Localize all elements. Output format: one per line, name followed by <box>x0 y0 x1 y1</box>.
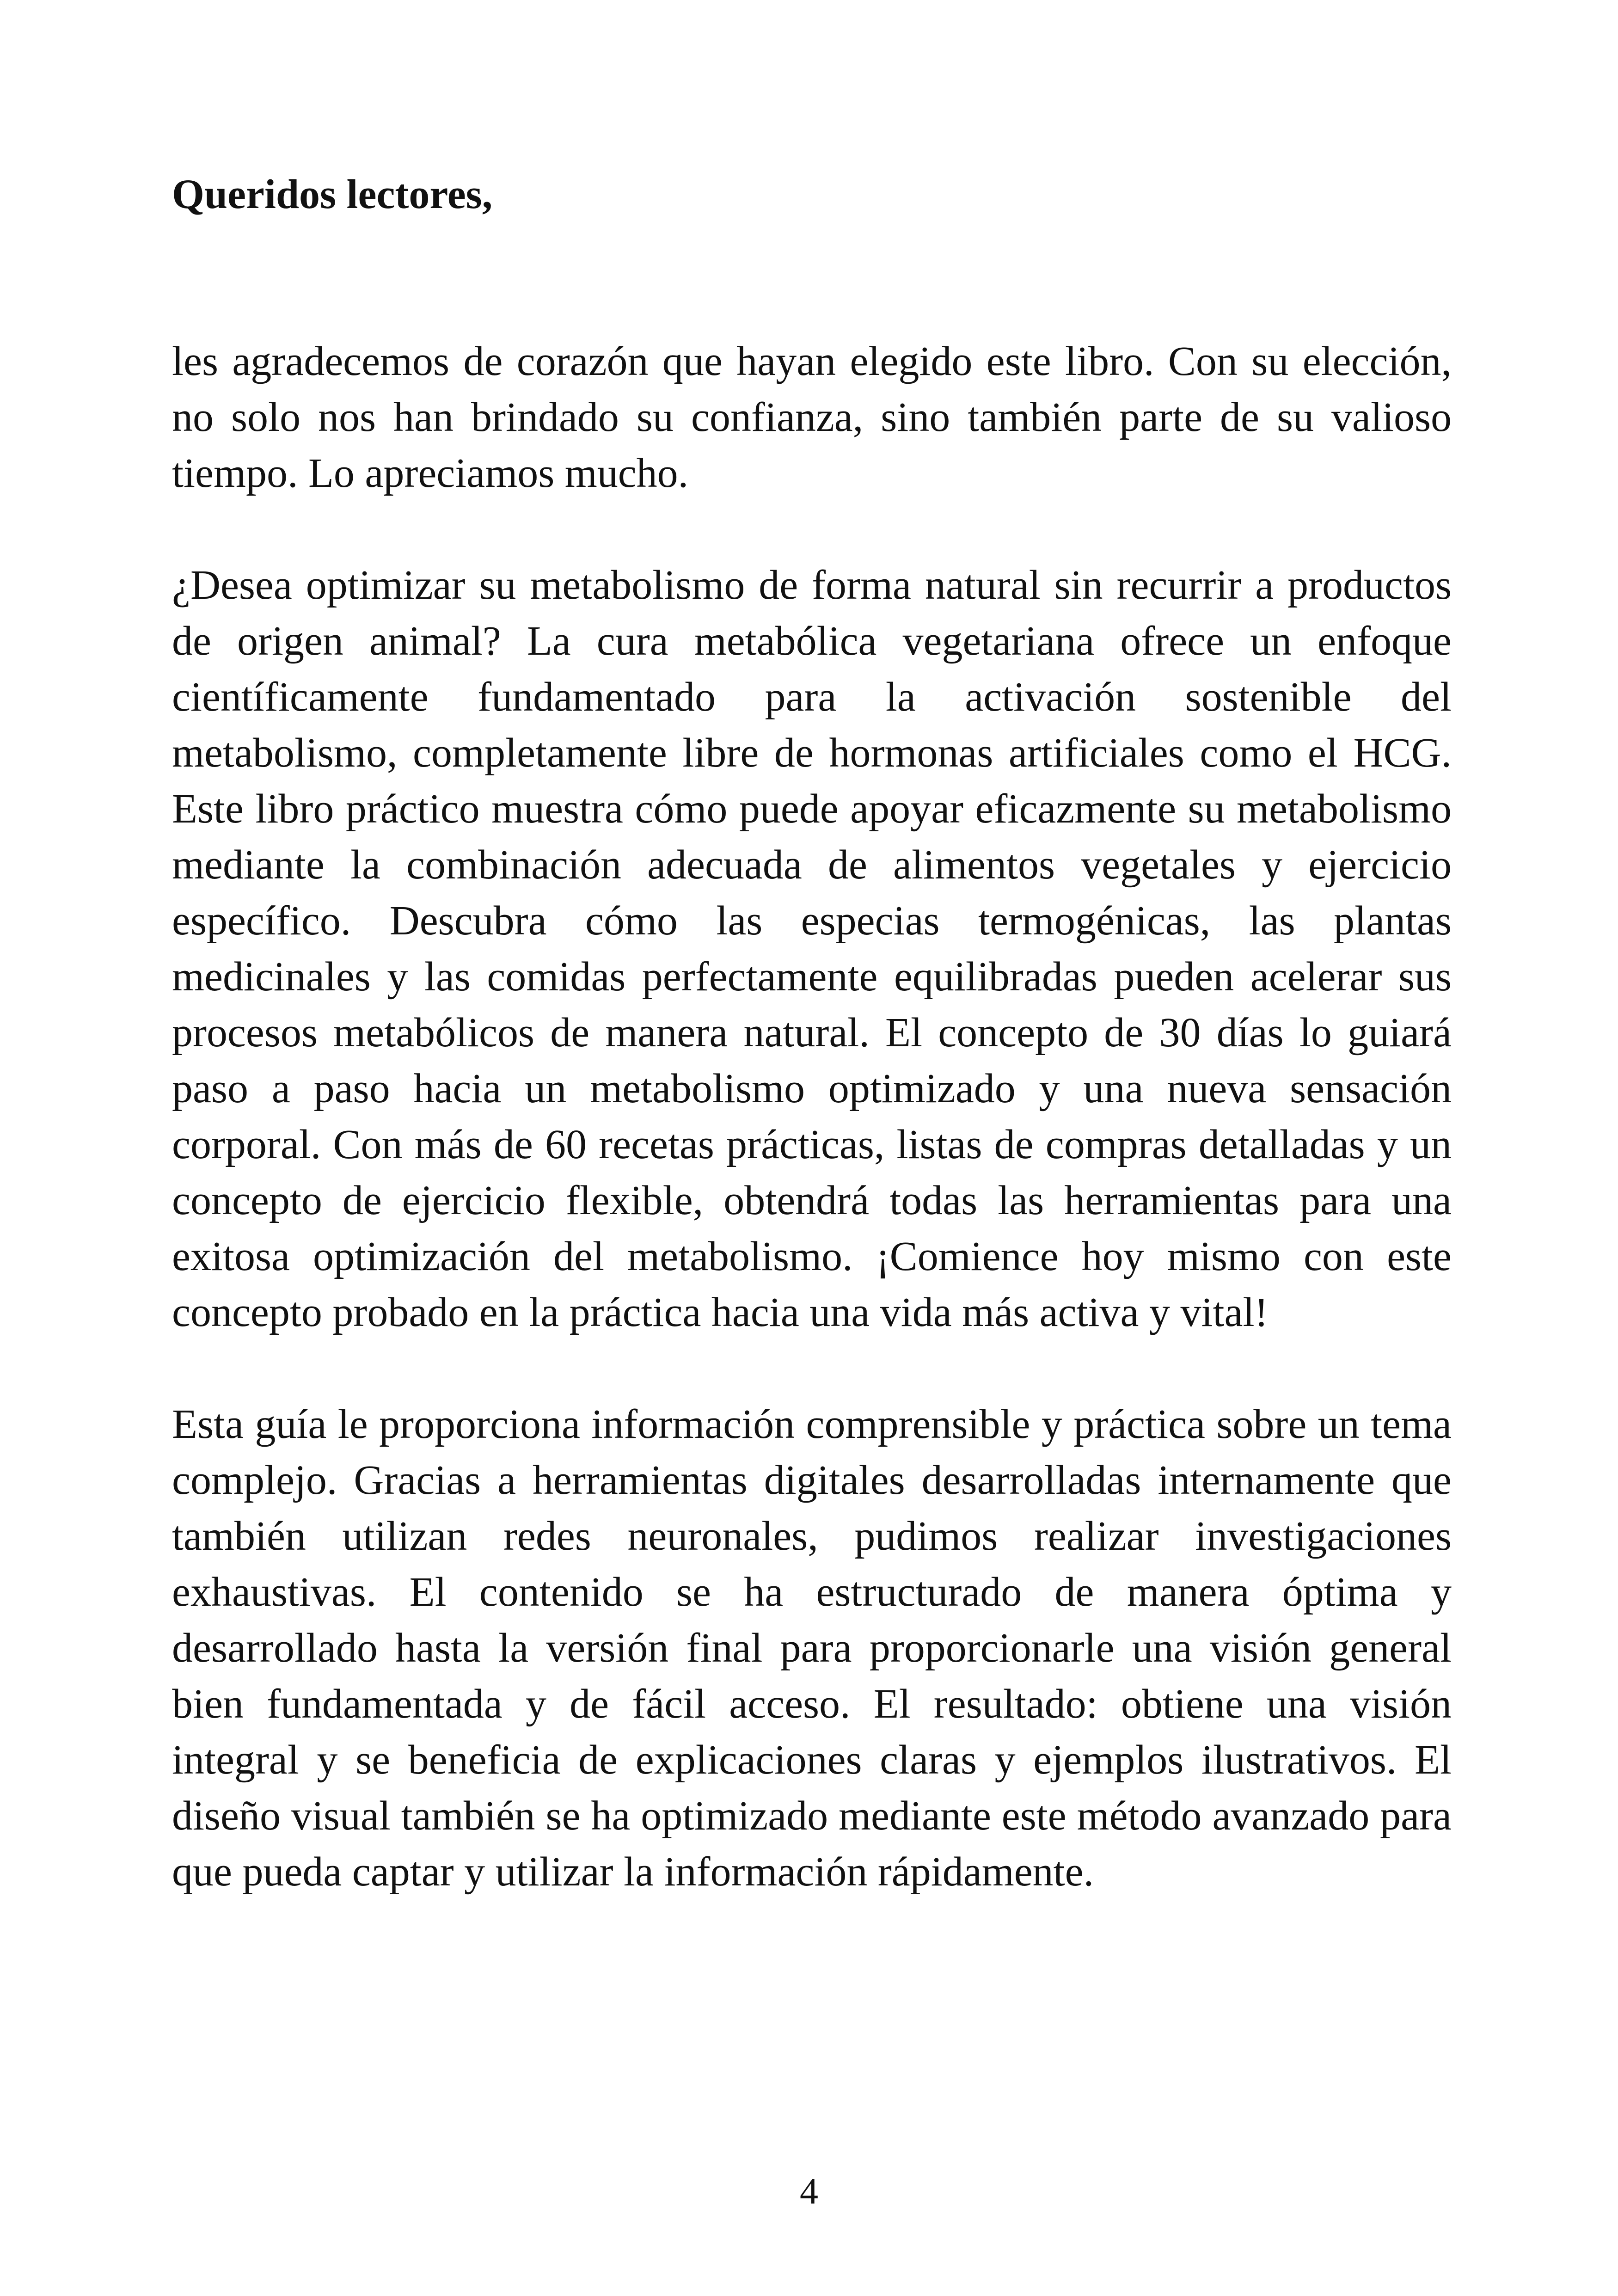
page-content <box>172 166 1452 1956</box>
paragraph-guide-method: Esta guía le proporciona información comprensible y práctica sobre un tema complejo. Gracias a herramientas digitales desarrolladas internamente que también utilizan redes neuronales, pudimos realizar investigaciones exhaustivas. El contenido se ha estructurado de manera óptima y desarrollado hasta la versión final para proporcionarle una visión general bien fundamentada y de fácil acceso. El resultado: obtiene una visión integral y se beneficia de explicaciones claras y ejemplos ilustrativos. El diseño visual también se ha optimizado mediante este método avanzado para que pueda captar y utilizar la información rápidamente. <box>172 1401 1452 1895</box>
paragraph-thanks: les agradecemos de corazón que hayan elegido este libro. Con su elección, no solo nos han brindado su confianza, sino también parte de su valioso tiempo. Lo apreciamos mucho. <box>172 338 1452 496</box>
paragraph-book-description: ¿Desea optimizar su metabolismo de forma natural sin recurrir a productos de origen animal? La cura metabólica vegetariana ofrece un enfoque científicamente fundamentado para la activación sostenible del metabolismo, completamente libre de hormonas artificiales como el HCG. Este libro práctico muestra cómo puede apoyar eficazmente su metabolismo mediante la combinación adecuada de alimentos vegetales y ejercicio específico. Descubra cómo las especias termogénicas, las plantas medicinales y las comidas perfectamente equilibradas pueden acelerar sus procesos metabólicos de manera natural. El concepto de 30 días lo guiará paso a paso hacia un metabolismo optimizado y una nueva sensación corporal. Con más de 60 recetas prácticas, listas de compras detalladas y un concepto de ejercicio flexible, obtendrá todas las herramientas para una exitosa optimización del metabolismo. ¡Comience hoy mismo con este concepto probado en la práctica hacia una vida más activa y vital! <box>172 562 1452 1335</box>
page-number: 4 <box>800 2171 818 2212</box>
greeting-heading: Queridos lectores, <box>172 172 493 217</box>
